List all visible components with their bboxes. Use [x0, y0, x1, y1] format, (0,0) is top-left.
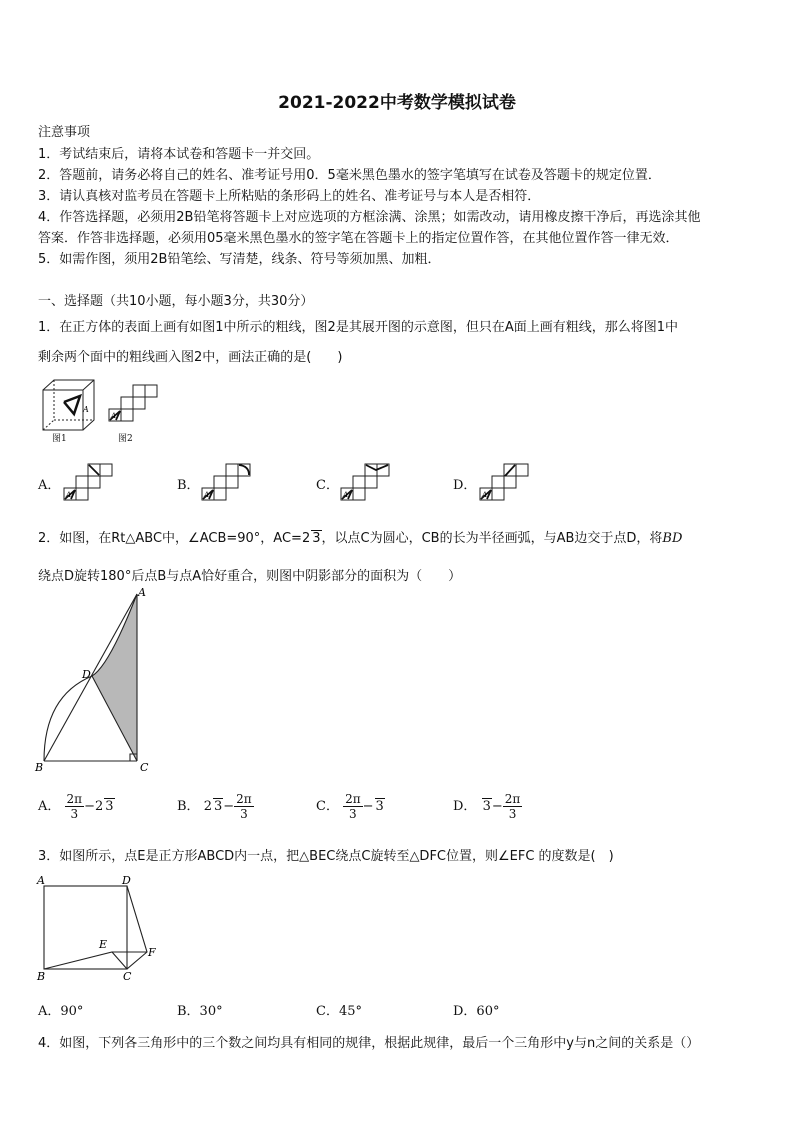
q1-label-a: A: [83, 405, 89, 414]
q3-option-b[interactable]: B．30°: [177, 1004, 223, 1019]
q1-cube-figure: [38, 378, 98, 438]
svg-text:E: E: [99, 938, 108, 951]
q1-option-b[interactable]: B．: [177, 478, 200, 493]
q1-option-d[interactable]: D．: [453, 478, 477, 493]
q1-option-a-net: [63, 460, 115, 502]
q3-square-figure: [34, 872, 164, 987]
svg-text:A: A: [482, 491, 488, 499]
q2-option-d[interactable]: D． 3− $\frac{2\pi}{3}$: [453, 792, 521, 821]
notice-heading: 注意事项: [38, 125, 91, 140]
svg-text:C: C: [140, 761, 149, 774]
q3-option-c[interactable]: C．45°: [316, 1004, 362, 1019]
notice-item: 答案．作答非选择题，必须用05毫米黑色墨水的签字笔在答题卡上的指定位置作答，在其他位置作答一律无效．: [38, 231, 679, 246]
q3-option-a[interactable]: A．90°: [38, 1004, 84, 1019]
q2-stem-line2: 绕点D旋转180°后点B与点A恰好重合，则图中阴影部分的面积为（ ）: [38, 569, 462, 584]
q1-net-figure: [108, 381, 160, 423]
q3-option-d[interactable]: D．60°: [453, 1004, 500, 1019]
q1-fig1-caption: 图1: [52, 434, 67, 444]
q4-stem: 4．如图，下列各三角形中的三个数之间均具有相同的规律，根据此规律，最后一个三角形中y与n之间的关系是（）: [38, 1036, 700, 1051]
q2-option-b[interactable]: B． 2 3− $\frac{2\pi}{3}$: [177, 792, 252, 821]
q3-stem: 3．如图所示，点E是正方形ABCD内一点，把△BEC绕点C旋转至△DFC位置，则∠EFC 的度数是( ): [38, 849, 614, 864]
svg-text:D: D: [122, 874, 131, 887]
q2-option-c[interactable]: C． $\frac{2\pi}{3}$ − 3: [316, 792, 384, 821]
q1-option-d-net: [479, 460, 531, 502]
q1-option-c-net: [340, 460, 392, 502]
notice-item: 1．考试结束后，请将本试卷和答题卡一并交回。: [38, 147, 320, 162]
q1-option-a[interactable]: A．: [38, 478, 61, 493]
svg-text:B: B: [35, 761, 44, 774]
section-heading: 一、选择题（共10小题，每小题3分，共30分）: [38, 294, 314, 309]
svg-text:F: F: [148, 946, 156, 959]
q1-stem-line2: 剩余两个面中的粗线画入图2中，画法正确的是( ): [38, 350, 343, 365]
svg-text:A: A: [111, 412, 117, 420]
q1-option-c[interactable]: C．: [316, 478, 339, 493]
svg-text:A: A: [343, 491, 349, 499]
notice-item: 5．如需作图，须用2B铅笔绘、写清楚，线条、符号等须加黑、加粗．: [38, 252, 441, 267]
q2-sqrt-value: 3: [312, 531, 321, 546]
svg-text:B: B: [37, 970, 46, 983]
q2-option-a[interactable]: A． $\frac{2\pi}{3}$ −2 3: [38, 792, 114, 821]
q2-triangle-figure: [34, 586, 164, 776]
page-title: 2021-2022中考数学模拟试卷: [278, 93, 516, 113]
svg-text:D: D: [82, 668, 91, 681]
q2-stem-line1: 2．如图，在Rt△ABC中，∠ACB=90°，AC=2 3，以点C为圆心，CB的长为半径画弧，与AB边交于点D，将BD: [38, 531, 683, 546]
q1-option-b-net: [201, 460, 253, 502]
svg-text:A: A: [204, 491, 210, 499]
notice-item: 3．请认真核对监考员在答题卡上所粘贴的条形码上的姓名、准考证号与本人是否相符．: [38, 189, 541, 204]
q2-arc-bd-label: BD: [662, 531, 683, 546]
notice-item: 4．作答选择题，必须用2B铅笔将答题卡上对应选项的方框涂满、涂黑；如需改动，请用橡皮擦干净后，再选涂其他: [38, 210, 701, 225]
q1-fig2-caption: 图2: [118, 434, 133, 444]
svg-text:A: A: [66, 491, 72, 499]
svg-text:A: A: [37, 874, 45, 887]
q1-stem-line1: 1．在正方体的表面上画有如图1中所示的粗线，图2是其展开图的示意图，但只在A面上画有粗线，那么将图1中: [38, 320, 678, 335]
svg-text:C: C: [123, 970, 132, 983]
notice-item: 2．答题前，请务必将自己的姓名、准考证号用0．5毫米黑色墨水的签字笔填写在试卷及答题卡的规定位置．: [38, 168, 661, 183]
svg-text:A: A: [138, 586, 146, 599]
